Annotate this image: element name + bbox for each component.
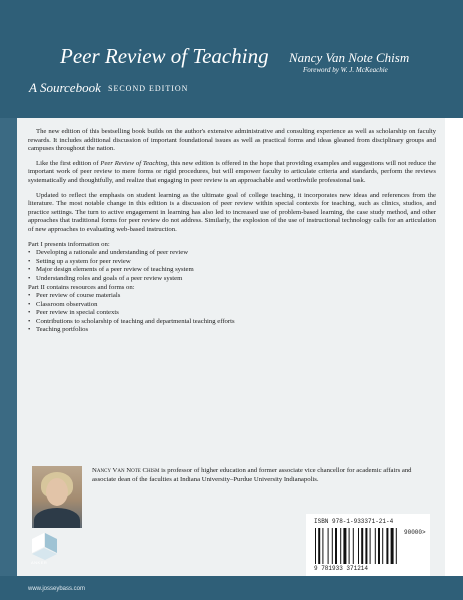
price-code: 90000>: [404, 529, 426, 536]
barcode-bar: [361, 528, 363, 564]
barcode-bar: [328, 528, 329, 564]
bio-text: is professor of higher education and former associate vice chancellor for academic affairs and associate dean of the faculties at Indiana University–Purdue University Indianapolis.: [92, 467, 412, 483]
paragraph-2-title: Peer Review of Teaching: [100, 159, 168, 167]
part2-intro: Part II contains resources and forms on:: [28, 283, 135, 291]
paragraph-2: [28, 160, 436, 186]
list-item: • Teaching portfolios: [28, 326, 436, 335]
paragraph-2-start: Like the first edition of: [36, 159, 101, 167]
author-bio: [92, 467, 422, 484]
list-item: • Peer review of course materials: [28, 292, 436, 301]
foreword-credit: Foreword by W. J. McKeachie: [303, 66, 388, 74]
publisher-url: www.josseybass.com: [28, 586, 86, 592]
barcode-bar: [349, 528, 350, 564]
list-item: • Classroom observation: [28, 301, 436, 310]
barcode-bar: [318, 528, 320, 564]
book-title: Peer Review of Teaching: [60, 44, 269, 68]
barcode-bar: [386, 528, 388, 564]
barcode-bar: [365, 528, 367, 564]
publisher-logo-icon: [30, 531, 60, 561]
list-item: • Major design elements of a peer review of teaching system: [28, 266, 436, 275]
list-item: • Contributions to scholarship of teaching and departmental teaching efforts: [28, 318, 436, 327]
barcode-bar: [332, 528, 333, 564]
isbn-label: ISBN 978-1-933371-21-4: [314, 518, 394, 525]
paragraph-3: Updated to reflect the emphasis on student learning as the ultimate goal of college teaching, it incorporates new ideas and references from the literature. The most notable change in this edition is a discussion of peer review within special contexts for teaching, such as clinics, studios, and practice settings. The turn to active engagement in learning has also led to increased use of problem-based learning, the case study method, and other approaches that traditional forms for peer review do not address. Similarly, the explosion of the use of instructional technology calls for an articulation of new approaches to evaluating web-based instruction.: [28, 191, 436, 233]
barcode-digits: 9 781933 371214: [314, 565, 369, 572]
barcode-bar: [358, 528, 359, 564]
part1-intro: Part I presents information on:: [28, 240, 110, 248]
barcode-bar: [391, 528, 394, 564]
part1-list: [28, 249, 436, 283]
barcode-bar: [382, 528, 383, 564]
list-item: • Setting up a system for peer review: [28, 258, 436, 267]
barcode-bar: [335, 528, 337, 564]
list-item: • Developing a rationale and understanding of peer review: [28, 249, 436, 258]
barcode-icon: [314, 528, 400, 564]
photo-face: [46, 478, 68, 506]
part2-list: [28, 292, 436, 335]
barcode-bar: [315, 528, 316, 564]
photo-shoulders: [34, 508, 80, 528]
barcode-bar: [378, 528, 380, 564]
barcode-bar: [375, 528, 376, 564]
paragraph-1: The new edition of this bestselling book builds on the author's extensive administrative and consulting experience as well as scholarship on faculty rewards. It includes additional discussion of important foundational issues as well as practical forms and ideas gleaned from disciplinary groups and campuses throughout the nation.: [28, 128, 436, 153]
author-name: Nancy Van Note Chism: [289, 50, 410, 65]
bio-name: Nancy Van Note Chism: [92, 467, 160, 474]
edition-label: SECOND EDITION: [108, 84, 189, 93]
barcode-bar: [340, 528, 341, 564]
list-item: • Peer review in special contexts: [28, 309, 436, 318]
paragraph-2-end: , this new edition is offered in the hope that providing examples and suggestions will not reduce the important work of peer review to mere forms or rigid procedures, but will empower faculty to articulate criteria and standards, perform the reviews systematically and thoughtfully, and realize that engaging in peer review is an approachable and worthwhile professional task.: [28, 159, 436, 184]
barcode-bar: [343, 528, 346, 564]
description: [28, 128, 436, 335]
author-photo: [32, 466, 82, 528]
list-item: • Understanding roles and goals of a peer review system: [28, 275, 436, 284]
barcode-bar: [353, 528, 354, 564]
book-subtitle: A Sourcebook: [29, 80, 101, 95]
barcode-bar: [396, 528, 397, 564]
barcode-bar: [322, 528, 323, 564]
publisher-name: ANKER: [31, 560, 48, 565]
barcode-bar: [370, 528, 371, 564]
